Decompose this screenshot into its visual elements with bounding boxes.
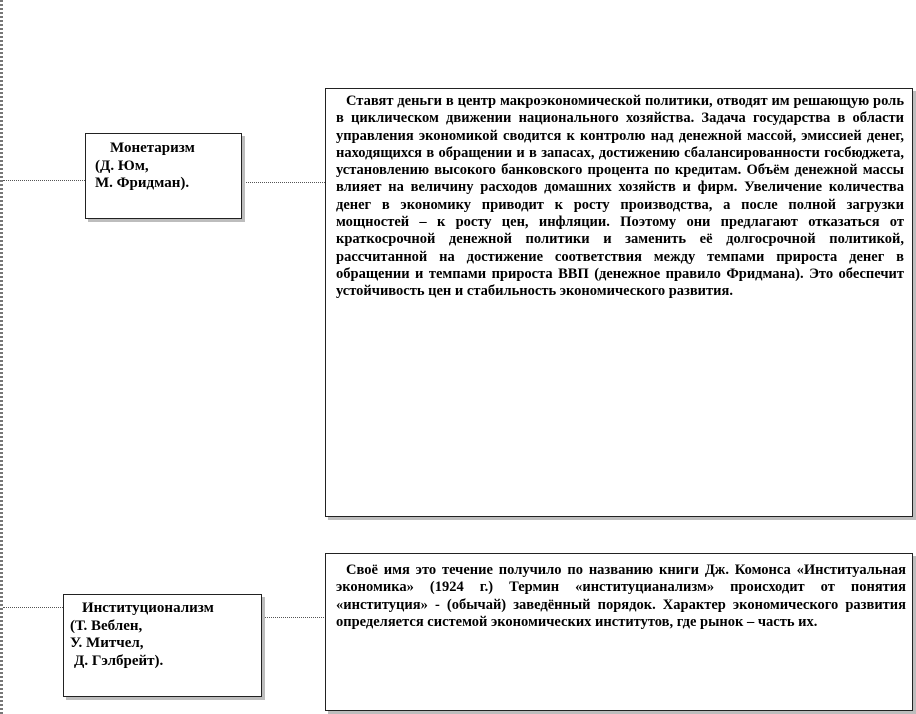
monetarism-description-text: Ставят деньги в центр макроэкономической политики, отводят им решающую роль в циклическом движении национального хозяйства. Задача государства в области управления экономикой сводится к контролю над денежной массой, эмиссией денег, находящихся в обращении и в запасах, достижению сбалансированности госбюджета, установлению высокого банковского процента по кредитам. Объём денежной массы влияет на величину расходов домашних хозяйств и фирм. Увеличение количества денег в экономику приводит к росту производства, а после полной загрузки мощностей – к росту цен, инфляции. Поэтому они предлагают отказаться от краткосрочной денежной политики и заменить её долгосрочной политикой, рассчитанной на достижение соответствия между темпами прироста денег в обращении и темпами прироста ВВП (денежное правило Фридмана). Это обеспечит устойчивость цен и стабильность экономического развития. <box>336 93 904 300</box>
institutionalism-description-text: Своё имя это течение получило по названию книги Дж. Комонса «Институальная экономика» (1924 г.) Термин «институцианализм» происходит от понятия «институция» - (обычай) заведённый порядок. Характер экономического развития определяется системой экономических институтов, где рынок – часть их. <box>336 562 906 630</box>
monetarism-label-box <box>85 133 242 219</box>
institutionalism-title: Институционализм <box>82 600 214 616</box>
institutionalism-label-box <box>63 594 262 697</box>
institutionalism-author-2: У. Митчел, <box>70 635 144 651</box>
monetarism-author-1: (Д. Юм, <box>95 157 149 174</box>
connector-institutionalism-description <box>262 617 326 618</box>
institutionalism-author-1: (Т. Веблен, <box>70 617 143 634</box>
monetarism-description-box <box>325 88 913 517</box>
connector-left-monetarism <box>3 180 85 181</box>
institutionalism-author-3: Д. Гэлбрейт). <box>74 652 164 669</box>
connector-left-institutionalism <box>3 607 63 608</box>
institutionalism-description-box <box>325 553 913 711</box>
monetarism-title: Монетаризм <box>110 140 195 156</box>
connector-monetarism-description <box>242 182 325 183</box>
monetarism-author-2: М. Фридман). <box>95 175 190 191</box>
